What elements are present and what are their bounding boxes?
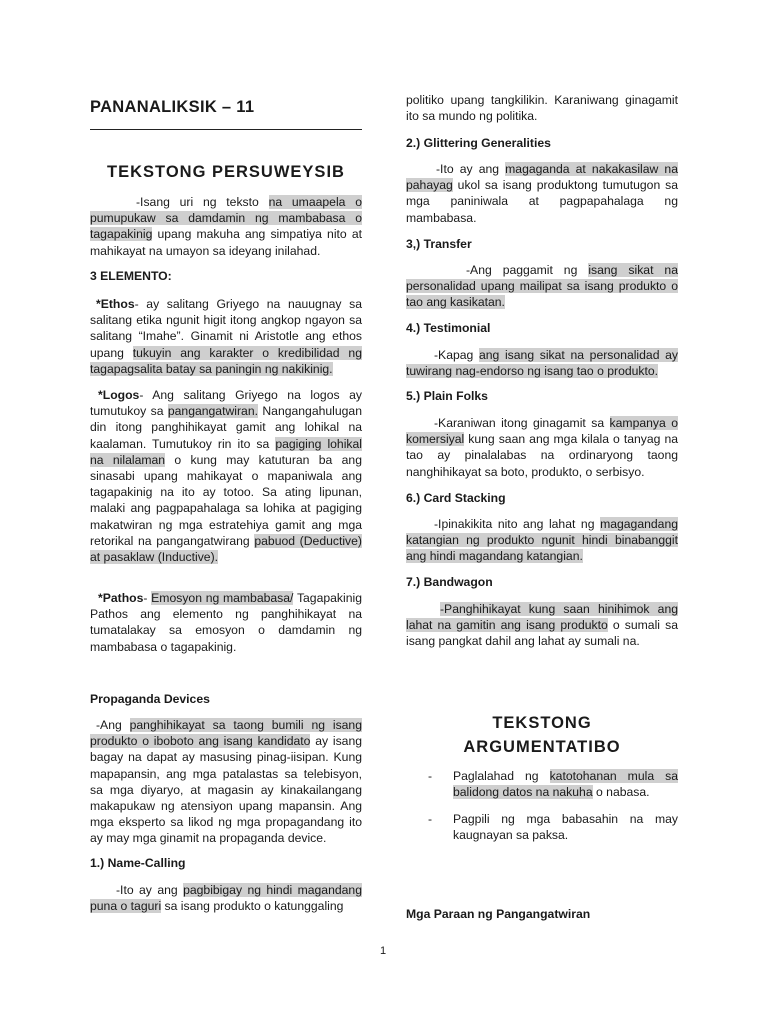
- highlight: Emosyon ng mambabasa/: [151, 591, 294, 605]
- continued-paragraph: politiko upang tangkilikin. Karaniwang ginagamit ito sa mundo ng politika.: [406, 93, 678, 124]
- section-title-argumentatibo: TEKSTONG ARGUMENTATIBO: [463, 714, 621, 756]
- highlight: pagbibigay ng hindi magandang puna o taguri: [90, 883, 362, 914]
- ethos-term: *Ethos: [96, 297, 135, 311]
- transfer-paragraph: -Ang paggamit ng isang sikat na personalidad upang mailipat sa isang produkto o tao ang kasikatan.: [406, 263, 678, 310]
- highlight: pangangatwiran.: [167, 404, 258, 419]
- list-item: - Pagpili ng mga babasahin na may kaugnayan sa paksa.: [428, 812, 678, 843]
- plain-folks-paragraph: -Karaniwan itong ginagamit sa kampanya o komersiyal kung saan ang mga kilala o tanyag na tao ay pinalalabas na ordinaryong taong nanghihikayat sa boto, produkto, o serbisyo.: [406, 416, 678, 479]
- list-item: - Paglalahad ng katotohanan mula sa balidong datos na nakuha o nabasa.: [428, 769, 678, 800]
- highlight: -Panghihikayat kung saan hinihimok ang lahat na gamitin ang isang produkto: [406, 602, 678, 633]
- card-stacking-paragraph: -Ipinakikita nito ang lahat ng magagandang katangian ng produkto ngunit hindi binabanggit ang hindi magandang katangian.: [406, 517, 678, 564]
- title-divider: [90, 129, 362, 130]
- section-title-persuweysib: TEKSTONG PERSUWEYSIB: [107, 163, 345, 181]
- pathos-paragraph: *Pathos- Emosyon ng mambabasa/ Tagapakinig Pathos ang elemento ng panghihikayat na tumatalakay sa emosyon o damdamin ng mambabasa o tagapakinig.: [90, 591, 362, 654]
- highlight: kampanya o komersiyal: [406, 416, 678, 447]
- document-title: PANANALIKSIK – 11: [90, 98, 255, 116]
- transfer-heading: 3,) Transfer: [406, 237, 472, 251]
- logos-paragraph: *Logos- Ang salitang Griyego na logos ay tumutukoy sa pangangatwiran. Nangangahulugan din itong panghihikayat gamit ang lohikal na kaalaman. Tumutukoy rin ito sa pagiging lohikal na nilalaman o kung may katuturan ba ang sinasabi upang mahikayat o mapaniwala ang tagapakinig na ito ay totoo. Sa ating lipunan, malaki ang pagpapahalaga sa lohika at pagiging makatwiran ng mga estratehiya gamit ang mga retorikal na pangangatwirang pabuod (Deductive) at pasaklaw (Inductive).: [90, 388, 363, 565]
- bullet-dash: -: [428, 769, 433, 783]
- name-calling-heading: 1.) Name-Calling: [90, 856, 186, 870]
- bullet-dash: -: [428, 812, 433, 826]
- intro-paragraph: -Isang uri ng teksto na umaapela o pumupukaw sa damdamin ng mambabasa o tagapakinig upang makuha ang simpatiya nito at mahikayat na umayon sa ideyang inilahad.: [90, 195, 362, 258]
- highlight: pagiging lohikal na nilalaman: [90, 436, 363, 467]
- glittering-heading: 2.) Glittering Generalities: [406, 136, 551, 150]
- testimonial-heading: 4.) Testimonial: [406, 321, 491, 335]
- name-calling-paragraph: -Ito ay ang pagbibigay ng hindi magandang puna o taguri sa isang produkto o katunggaling: [90, 883, 362, 914]
- highlight: pabuod (Deductive) at pasaklaw (Inductive).: [90, 533, 362, 565]
- elements-heading: 3 ELEMENTO:: [90, 269, 172, 283]
- card-stacking-heading: 6.) Card Stacking: [406, 491, 506, 505]
- highlight: katotohanan mula sa balidong datos na nakuha: [453, 769, 678, 800]
- pathos-term: *Pathos: [98, 591, 144, 605]
- highlight: na umaapela o pumupukaw sa damdamin ng mambabasa o tagapakinig: [90, 195, 362, 242]
- bandwagon-paragraph: -Panghihikayat kung saan hinihimok ang lahat na gamitin ang isang produkto o sumali sa isang pangkat dahil ang lahat ay sumali na.: [406, 602, 678, 649]
- highlight: tukuyin ang karakter o kredibilidad ng tagapagsalita batay sa paningin ng nakikinig.: [90, 345, 362, 376]
- ethos-paragraph: *Ethos- ay salitang Griyego na nauugnay sa salitang etika ngunit higit itong angkop ngayon sa salitang “Imahe”. Ginamit ni Aristotle ang ethos upang tukuyin ang karakter o kredibilidad ng tagapagsalita batay sa paningin ng nakikinig.: [90, 297, 362, 376]
- propaganda-heading: Propaganda Devices: [90, 692, 210, 706]
- propaganda-paragraph: -Ang panghihikayat sa taong bumili ng isang produkto o iboboto ang isang kandidato ay isang bagay na dapat ay masusing pinag-iisipan. Kung mapapansin, ang mga patalastas sa telebisyon, sa mga diyaryo, at magasin ay kinakailangang makapukaw ng atensiyon upang mapansin. Ang mga eksperto sa likod ng mga propagandang ito ay may mga ginamit na propaganda device.: [90, 718, 363, 846]
- highlight: magagandang katangian ng produkto ngunit hindi binabanggit ang hindi magandang katangian.: [406, 517, 678, 564]
- page-number: 1: [380, 945, 387, 957]
- testimonial-paragraph: -Kapag ang isang sikat na personalidad ay tuwirang nag-endorso ng isang tao o produkto.: [406, 348, 679, 379]
- glittering-paragraph: -Ito ay ang magaganda at nakakasilaw na pahayag ukol sa isang produktong tumutugon sa mga paniniwala at pagpapahalaga ng mambabasa.: [406, 162, 678, 225]
- bandwagon-heading: 7.) Bandwagon: [406, 575, 493, 589]
- highlight: panghihikayat sa taong bumili ng isang produkto o iboboto ang isang kandidato: [90, 718, 362, 749]
- paraan-heading: Mga Paraan ng Pangangatwiran: [406, 907, 591, 921]
- highlight: magaganda at nakakasilaw na pahayag: [406, 162, 678, 193]
- highlight: ang isang sikat na personalidad ay tuwirang nag-endorso ng isang tao o produkto.: [406, 348, 679, 379]
- logos-term: *Logos: [98, 388, 140, 402]
- plain-folks-heading: 5.) Plain Folks: [406, 389, 488, 403]
- highlight: isang sikat na personalidad upang mailipat sa isang produkto o tao ang kasikatan.: [406, 263, 678, 310]
